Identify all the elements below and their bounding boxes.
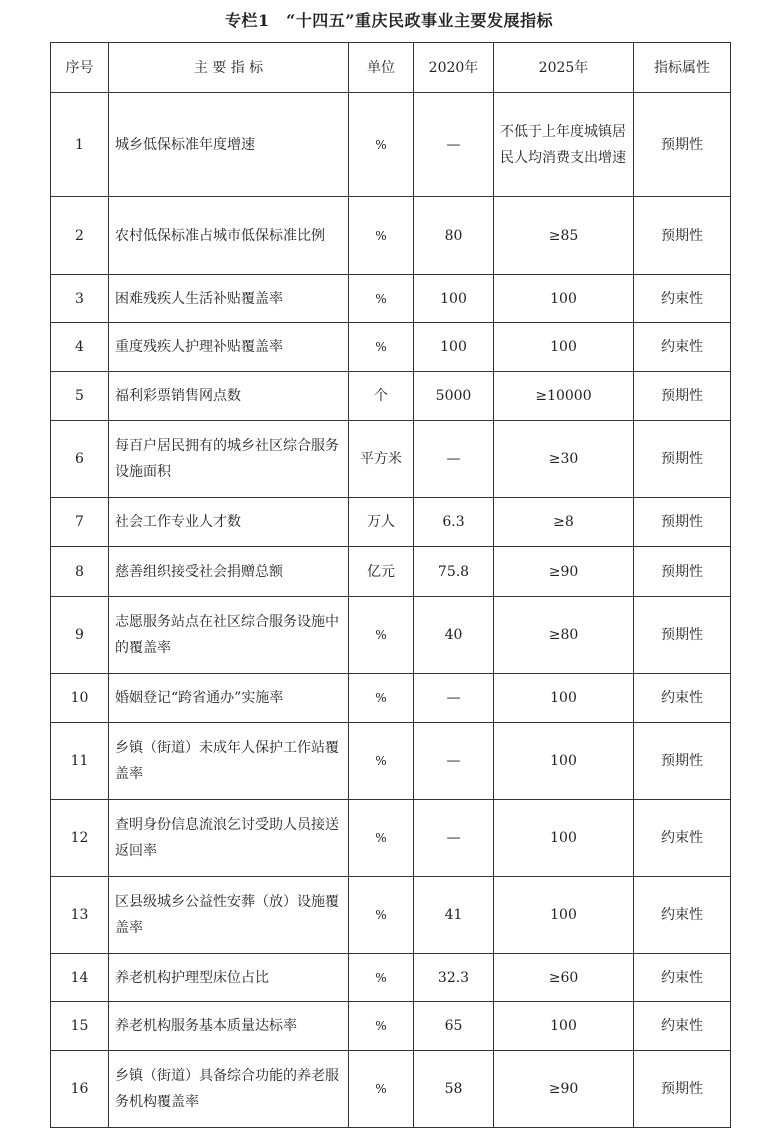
cell-2020: 5000	[414, 372, 494, 421]
cell-unit: 万人	[349, 498, 414, 547]
cell-attr: 预期性	[634, 372, 731, 421]
table-row	[51, 372, 731, 421]
cell-2025: ≥60	[494, 954, 634, 1002]
cell-attr: 预期性	[634, 723, 731, 800]
cell-2020: 75.8	[414, 547, 494, 597]
cell-attr: 约束性	[634, 674, 731, 723]
cell-2020: —	[414, 421, 494, 498]
cell-attr: 预期性	[634, 93, 731, 197]
cell-unit: %	[349, 1002, 414, 1051]
cell-2025: 100	[494, 275, 634, 323]
table-row	[51, 421, 731, 498]
header-2025: 2025年	[494, 43, 634, 93]
cell-indicator: 志愿服务站点在社区综合服务设施中的覆盖率	[109, 597, 349, 674]
cell-no: 13	[51, 877, 109, 954]
cell-2020: 58	[414, 1051, 494, 1128]
cell-unit: 亿元	[349, 547, 414, 597]
cell-no: 16	[51, 1051, 109, 1128]
cell-indicator: 养老机构服务基本质量达标率	[109, 1002, 349, 1051]
cell-2020: 100	[414, 275, 494, 323]
cell-2025: ≥90	[494, 1051, 634, 1128]
cell-attr: 预期性	[634, 197, 731, 275]
indicators-table	[50, 42, 731, 1128]
cell-indicator: 重度残疾人护理补贴覆盖率	[109, 323, 349, 372]
cell-2025: 100	[494, 877, 634, 954]
cell-attr: 约束性	[634, 323, 731, 372]
cell-no: 2	[51, 197, 109, 275]
cell-unit: %	[349, 323, 414, 372]
cell-attr: 预期性	[634, 498, 731, 547]
table-row	[51, 197, 731, 275]
cell-attr: 预期性	[634, 597, 731, 674]
table-row	[51, 498, 731, 547]
cell-2025: 100	[494, 800, 634, 877]
cell-unit: %	[349, 954, 414, 1002]
header-no: 序号	[51, 43, 109, 93]
cell-unit: %	[349, 674, 414, 723]
cell-2025: ≥90	[494, 547, 634, 597]
cell-indicator: 农村低保标准占城市低保标准比例	[109, 197, 349, 275]
table-row	[51, 800, 731, 877]
cell-unit: %	[349, 800, 414, 877]
cell-2025: ≥30	[494, 421, 634, 498]
table-row	[51, 723, 731, 800]
cell-indicator: 查明身份信息流浪乞讨受助人员接送返回率	[109, 800, 349, 877]
table-row	[51, 1051, 731, 1128]
cell-no: 1	[51, 93, 109, 197]
cell-unit: %	[349, 1051, 414, 1128]
cell-2025: 100	[494, 323, 634, 372]
cell-indicator: 社会工作专业人才数	[109, 498, 349, 547]
cell-indicator: 乡镇（街道）未成年人保护工作站覆盖率	[109, 723, 349, 800]
cell-2020: 41	[414, 877, 494, 954]
cell-indicator: 福利彩票销售网点数	[109, 372, 349, 421]
table-row	[51, 93, 731, 197]
header-unit: 单位	[349, 43, 414, 93]
cell-2025: 100	[494, 1002, 634, 1051]
cell-indicator: 困难残疾人生活补贴覆盖率	[109, 275, 349, 323]
cell-indicator: 慈善组织接受社会捐赠总额	[109, 547, 349, 597]
cell-no: 9	[51, 597, 109, 674]
cell-attr: 约束性	[634, 800, 731, 877]
table-title: 专栏1 “十四五”重庆民政事业主要发展指标	[224, 11, 554, 30]
table-row	[51, 547, 731, 597]
cell-no: 3	[51, 275, 109, 323]
table-row	[51, 1002, 731, 1051]
cell-no: 7	[51, 498, 109, 547]
cell-no: 4	[51, 323, 109, 372]
cell-unit: %	[349, 197, 414, 275]
cell-2025: 100	[494, 723, 634, 800]
cell-indicator: 养老机构护理型床位占比	[109, 954, 349, 1002]
table-row	[51, 674, 731, 723]
cell-unit: %	[349, 877, 414, 954]
header-attr: 指标属性	[634, 43, 731, 93]
cell-attr: 预期性	[634, 421, 731, 498]
cell-unit: %	[349, 93, 414, 197]
cell-unit: 平方米	[349, 421, 414, 498]
cell-2025: ≥10000	[494, 372, 634, 421]
cell-unit: %	[349, 597, 414, 674]
cell-unit: %	[349, 723, 414, 800]
cell-attr: 约束性	[634, 954, 731, 1002]
header-2020: 2020年	[414, 43, 494, 93]
cell-no: 8	[51, 547, 109, 597]
cell-unit: %	[349, 275, 414, 323]
cell-2020: 65	[414, 1002, 494, 1051]
cell-attr: 约束性	[634, 275, 731, 323]
table-row	[51, 954, 731, 1002]
cell-attr: 约束性	[634, 877, 731, 954]
cell-2020: 80	[414, 197, 494, 275]
cell-2025: 不低于上年度城镇居民人均消费支出增速	[494, 93, 634, 197]
cell-indicator: 乡镇（街道）具备综合功能的养老服务机构覆盖率	[109, 1051, 349, 1128]
cell-no: 15	[51, 1002, 109, 1051]
table-row	[51, 597, 731, 674]
cell-indicator: 城乡低保标准年度增速	[109, 93, 349, 197]
cell-attr: 约束性	[634, 1002, 731, 1051]
cell-indicator: 每百户居民拥有的城乡社区综合服务设施面积	[109, 421, 349, 498]
cell-2020: 6.3	[414, 498, 494, 547]
cell-2020: 40	[414, 597, 494, 674]
cell-2025: ≥85	[494, 197, 634, 275]
cell-no: 14	[51, 954, 109, 1002]
cell-2025: 100	[494, 674, 634, 723]
cell-2020: 100	[414, 323, 494, 372]
cell-no: 11	[51, 723, 109, 800]
header-row	[51, 43, 731, 93]
cell-2020: —	[414, 800, 494, 877]
cell-2020: —	[414, 93, 494, 197]
cell-2020: —	[414, 674, 494, 723]
cell-2025: ≥8	[494, 498, 634, 547]
table-row	[51, 275, 731, 323]
table-row	[51, 323, 731, 372]
cell-attr: 预期性	[634, 1051, 731, 1128]
cell-no: 10	[51, 674, 109, 723]
cell-2020: 32.3	[414, 954, 494, 1002]
header-indicator: 主 要 指 标	[109, 43, 349, 93]
cell-indicator: 区县级城乡公益性安葬（放）设施覆盖率	[109, 877, 349, 954]
cell-no: 5	[51, 372, 109, 421]
cell-2025: ≥80	[494, 597, 634, 674]
cell-no: 6	[51, 421, 109, 498]
cell-attr: 预期性	[634, 547, 731, 597]
cell-unit: 个	[349, 372, 414, 421]
table-row	[51, 877, 731, 954]
cell-no: 12	[51, 800, 109, 877]
cell-indicator: 婚姻登记“跨省通办”实施率	[109, 674, 349, 723]
cell-2020: —	[414, 723, 494, 800]
